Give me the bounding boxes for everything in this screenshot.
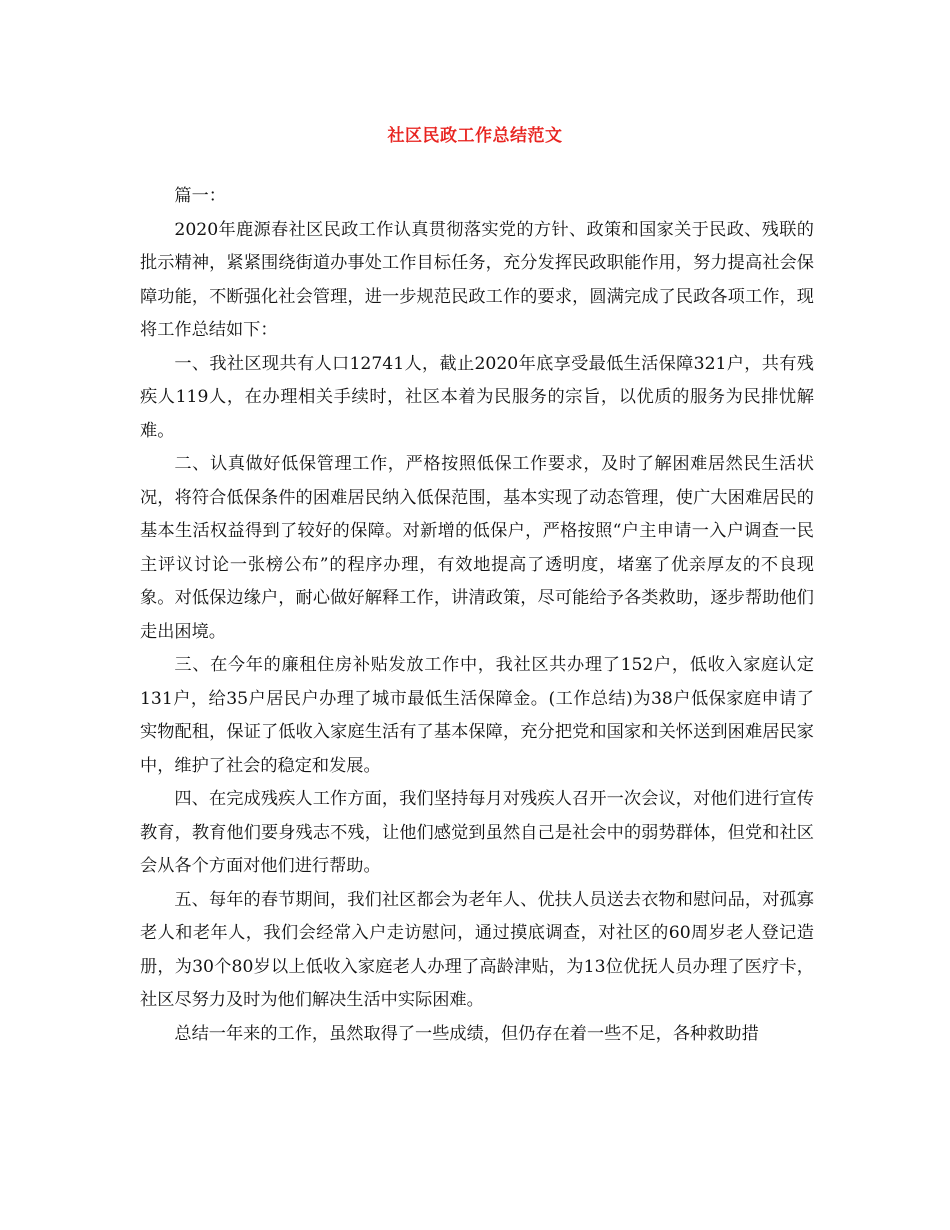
- title-spacer: [140, 160, 814, 180]
- section-label: 篇一：: [174, 186, 226, 206]
- paragraph-3: 三、在今年的廉租住房补贴发放工作中，我社区共办理了152户，低收入家庭认定131户，给35户居民户办理了城市最低生活保障金。(工作总结)为38户低保家庭申请了实物配租，保证了低收入家庭生活有了基本保障，充分把党和国家和关怀送到困难居民家中，维护了社会的稳定和发展。: [140, 655, 814, 776]
- paragraph-intro: 2020年鹿源春社区民政工作认真贯彻落实党的方针、政策和国家关于民政、残联的批示精神，紧紧围绕街道办事处工作目标任务，充分发挥民政职能作用，努力提高社会保障功能，不断强化社会管理，进一步规范民政工作的要求，圆满完成了民政各项工作，现将工作总结如下：: [140, 219, 814, 340]
- paragraph-5: 五、每年的春节期间，我们社区都会为老年人、优扶人员送去衣物和慰问品，对孤寡老人和老年人，我们会经常入户走访慰问，通过摸底调查，对社区的60周岁老人登记造册，为30个80岁以上低收入家庭老人办理了高龄津贴，为13位优抚人员办理了医疗卡，社区尽努力及时为他们解决生活中实际困难。: [140, 889, 814, 1010]
- paragraph-summary: 总结一年来的工作，虽然取得了一些成绩，但仍存在着一些不足，各种救助措: [174, 1023, 759, 1044]
- document-body: [140, 160, 814, 1051]
- document-title: 社区民政工作总结范文: [387, 126, 563, 146]
- paragraph-2: 二、认真做好低保管理工作，严格按照低保工作要求，及时了解困难居然民生活状况，将符合低保条件的困难居民纳入低保范围，基本实现了动态管理，使广大困难居民的基本生活权益得到了较好的保障。对新增的低保户，严格按照“户主申请一入户调查一民主评议讨论一张榜公布”的程序办理，有效地提高了透明度，堵塞了优亲厚友的不良现象。对低保边缘户，耐心做好解释工作，讲清政策，尽可能给予各类救助，逐步帮助他们走出困境。: [140, 454, 814, 642]
- paragraph-4: 四、在完成残疾人工作方面，我们坚持每月对残疾人召开一次会议，对他们进行宣传教育，教育他们要身残志不残，让他们感觉到虽然自己是社会中的弱势群体，但党和社区会从各个方面对他们进行帮助。: [140, 789, 814, 876]
- paragraph-1: 一、我社区现共有人口12741人，截止2020年底享受最低生活保障321户，共有残疾人119人，在办理相关手续时，社区本着为民服务的宗旨，以优质的服务为民排忧解难。: [140, 353, 814, 441]
